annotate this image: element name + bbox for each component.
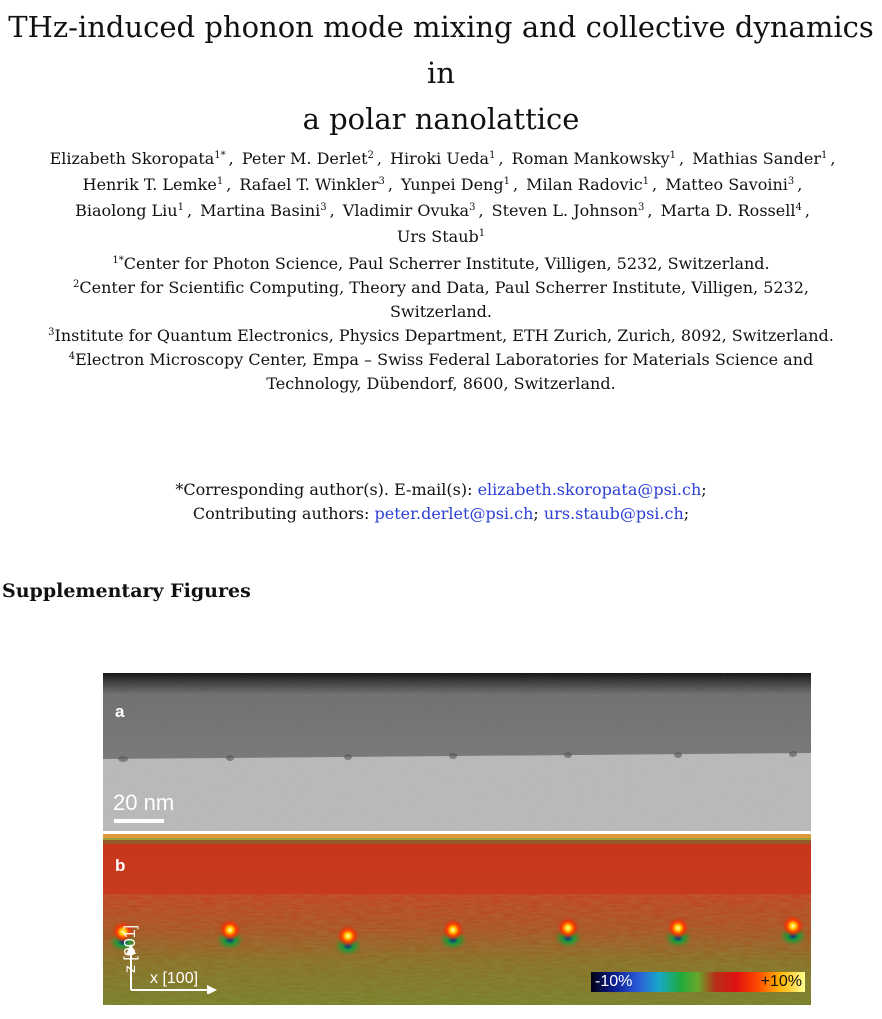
author (401, 175, 510, 194)
author-name: Urs Staub (396, 227, 479, 246)
author-affiliation-mark: 3 (320, 202, 327, 213)
author-name: Roman Mankowsky (511, 149, 670, 168)
affiliation (30, 348, 852, 396)
author-affiliation-mark: 1 (503, 176, 510, 187)
author-affiliation-mark: 1 (642, 176, 650, 187)
author (692, 149, 827, 168)
corresponding-email-link[interactable]: elizabeth.skoropata@psi.ch (477, 480, 702, 499)
author (390, 149, 495, 168)
contributing-suffix: ; (683, 504, 690, 523)
corresponding-suffix: ; (701, 480, 707, 499)
author-affiliation-mark: 1* (214, 150, 226, 161)
supplementary-figure (103, 673, 811, 1005)
axis-x-label: x [100] (150, 970, 199, 987)
affiliation (30, 252, 852, 276)
author-affiliation-mark: 3 (638, 202, 645, 213)
affiliation-mark: 1* (112, 255, 124, 266)
author-name: Marta D. Rossell (660, 201, 796, 220)
affiliation-text: Electron Microscopy Center, Empa – Swiss Federal Laboratories for Materials Science and Technology, Dübendorf, 8600, Switzerland. (75, 350, 814, 393)
corresponding-line (0, 478, 882, 502)
author (661, 201, 802, 220)
author-list: Elizabeth Skoropata$^{1*}$ , Peter M. Derlet$^2$ , Hiroki Ueda$^1$ , Roman Mankowsky$^1$ , Mathias Sander$^1$ , Henrik T. Lemke$^1$ , Rafael T. Winkler$^3$ , Yunpei Deng$^1$ , Milan Radovic$^1$ , Matteo Savoini$^3$ , Biaolong Liu$^1$ , Martina Basini$^3$ , Vladimir Ovuka$^3$ , Steven L. Johnson$^3$ , Marta D. Rossell$^4$ , Urs Staub$^1$ (49, 149, 836, 246)
affiliation (30, 276, 852, 324)
author (200, 201, 326, 220)
author (343, 201, 476, 220)
paper-title (0, 4, 882, 142)
section-heading: Supplementary Figures (2, 580, 251, 602)
author (512, 149, 676, 168)
author (397, 227, 485, 246)
author (239, 175, 384, 194)
author (492, 201, 645, 220)
affiliation-text: Center for Photon Science, Paul Scherrer Institute, Villigen, 5232, Switzerland. (123, 254, 770, 273)
corresponding-prefix: *Corresponding author(s). E-mail(s): (175, 480, 478, 499)
affiliation-mark: 4 (68, 351, 76, 362)
colorbar-max-label: +10% (760, 973, 802, 990)
affiliation-mark: 2 (73, 279, 80, 290)
author-affiliation-mark: 3 (787, 176, 795, 187)
title-line-1: THz-induced phonon mode mixing and collective dynamics in (8, 10, 874, 90)
author-name: Mathias Sander (692, 149, 821, 168)
contact-block (0, 478, 882, 526)
author-name: Matteo Savoini (665, 175, 788, 194)
axis-z-label: z [001] (122, 924, 139, 974)
author-name: Rafael T. Winkler (239, 175, 379, 194)
title-line-2: a polar nanolattice (302, 102, 580, 136)
author-affiliation-mark: 1 (478, 228, 486, 239)
author-name: Steven L. Johnson (491, 201, 639, 220)
affiliation-list (30, 252, 852, 396)
panel-a-micrograph (103, 673, 811, 831)
affiliation-mark: 3 (48, 327, 55, 338)
affiliation-text: Institute for Quantum Electronics, Physics Department, ETH Zurich, Zurich, 8092, Switzerland. (54, 326, 834, 345)
author (75, 201, 184, 220)
author (83, 175, 224, 194)
author-name: Hiroki Ueda (390, 149, 490, 168)
scale-bar (114, 819, 164, 823)
author-affiliation-mark: 3 (469, 202, 476, 213)
author-affiliation-mark: 1 (669, 150, 676, 161)
author-affiliation-mark: 1 (820, 150, 828, 161)
colorbar-min-label: -10% (595, 973, 633, 990)
affiliation-text: Center for Scientific Computing, Theory and Data, Paul Scherrer Institute, Villigen, 5232, Switzerland. (79, 278, 809, 321)
author-name: Yunpei Deng (401, 175, 504, 194)
author-name: Peter M. Derlet (241, 149, 368, 168)
contributing-email-link-2[interactable]: urs.staub@psi.ch (543, 504, 684, 523)
contributing-separator: ; (533, 504, 544, 523)
author-name: Elizabeth Skoropata (49, 149, 215, 168)
author-name: Biaolong Liu (75, 201, 178, 220)
author-name: Martina Basini (200, 201, 321, 220)
scale-bar-label: 20 nm (113, 790, 175, 815)
crystal-axes (117, 924, 237, 994)
micrograph-image (103, 673, 811, 831)
author-name: Milan Radovic (526, 175, 643, 194)
author-affiliation-mark: 2 (367, 150, 374, 161)
author-affiliation-mark: 1 (216, 176, 224, 187)
author (242, 149, 374, 168)
author (50, 149, 226, 168)
contributing-email-link-1[interactable]: peter.derlet@psi.ch (374, 504, 534, 523)
author-name: Vladimir Ovuka (342, 201, 470, 220)
author-name: Henrik T. Lemke (82, 175, 217, 194)
author (665, 175, 794, 194)
author-affiliation-mark: 4 (795, 202, 802, 213)
author-affiliation-mark: 3 (378, 176, 385, 187)
contributing-prefix: Contributing authors: (192, 504, 375, 523)
colorbar (591, 972, 805, 992)
affiliation (30, 324, 852, 348)
contributing-line (0, 502, 882, 526)
panel-b-strain-map (103, 834, 811, 1005)
author-affiliation-mark: 1 (489, 150, 496, 161)
author-affiliation-mark: 1 (177, 202, 184, 213)
author (526, 175, 649, 194)
panel-a-label: a (115, 702, 125, 721)
panel-b-label: b (115, 856, 126, 875)
